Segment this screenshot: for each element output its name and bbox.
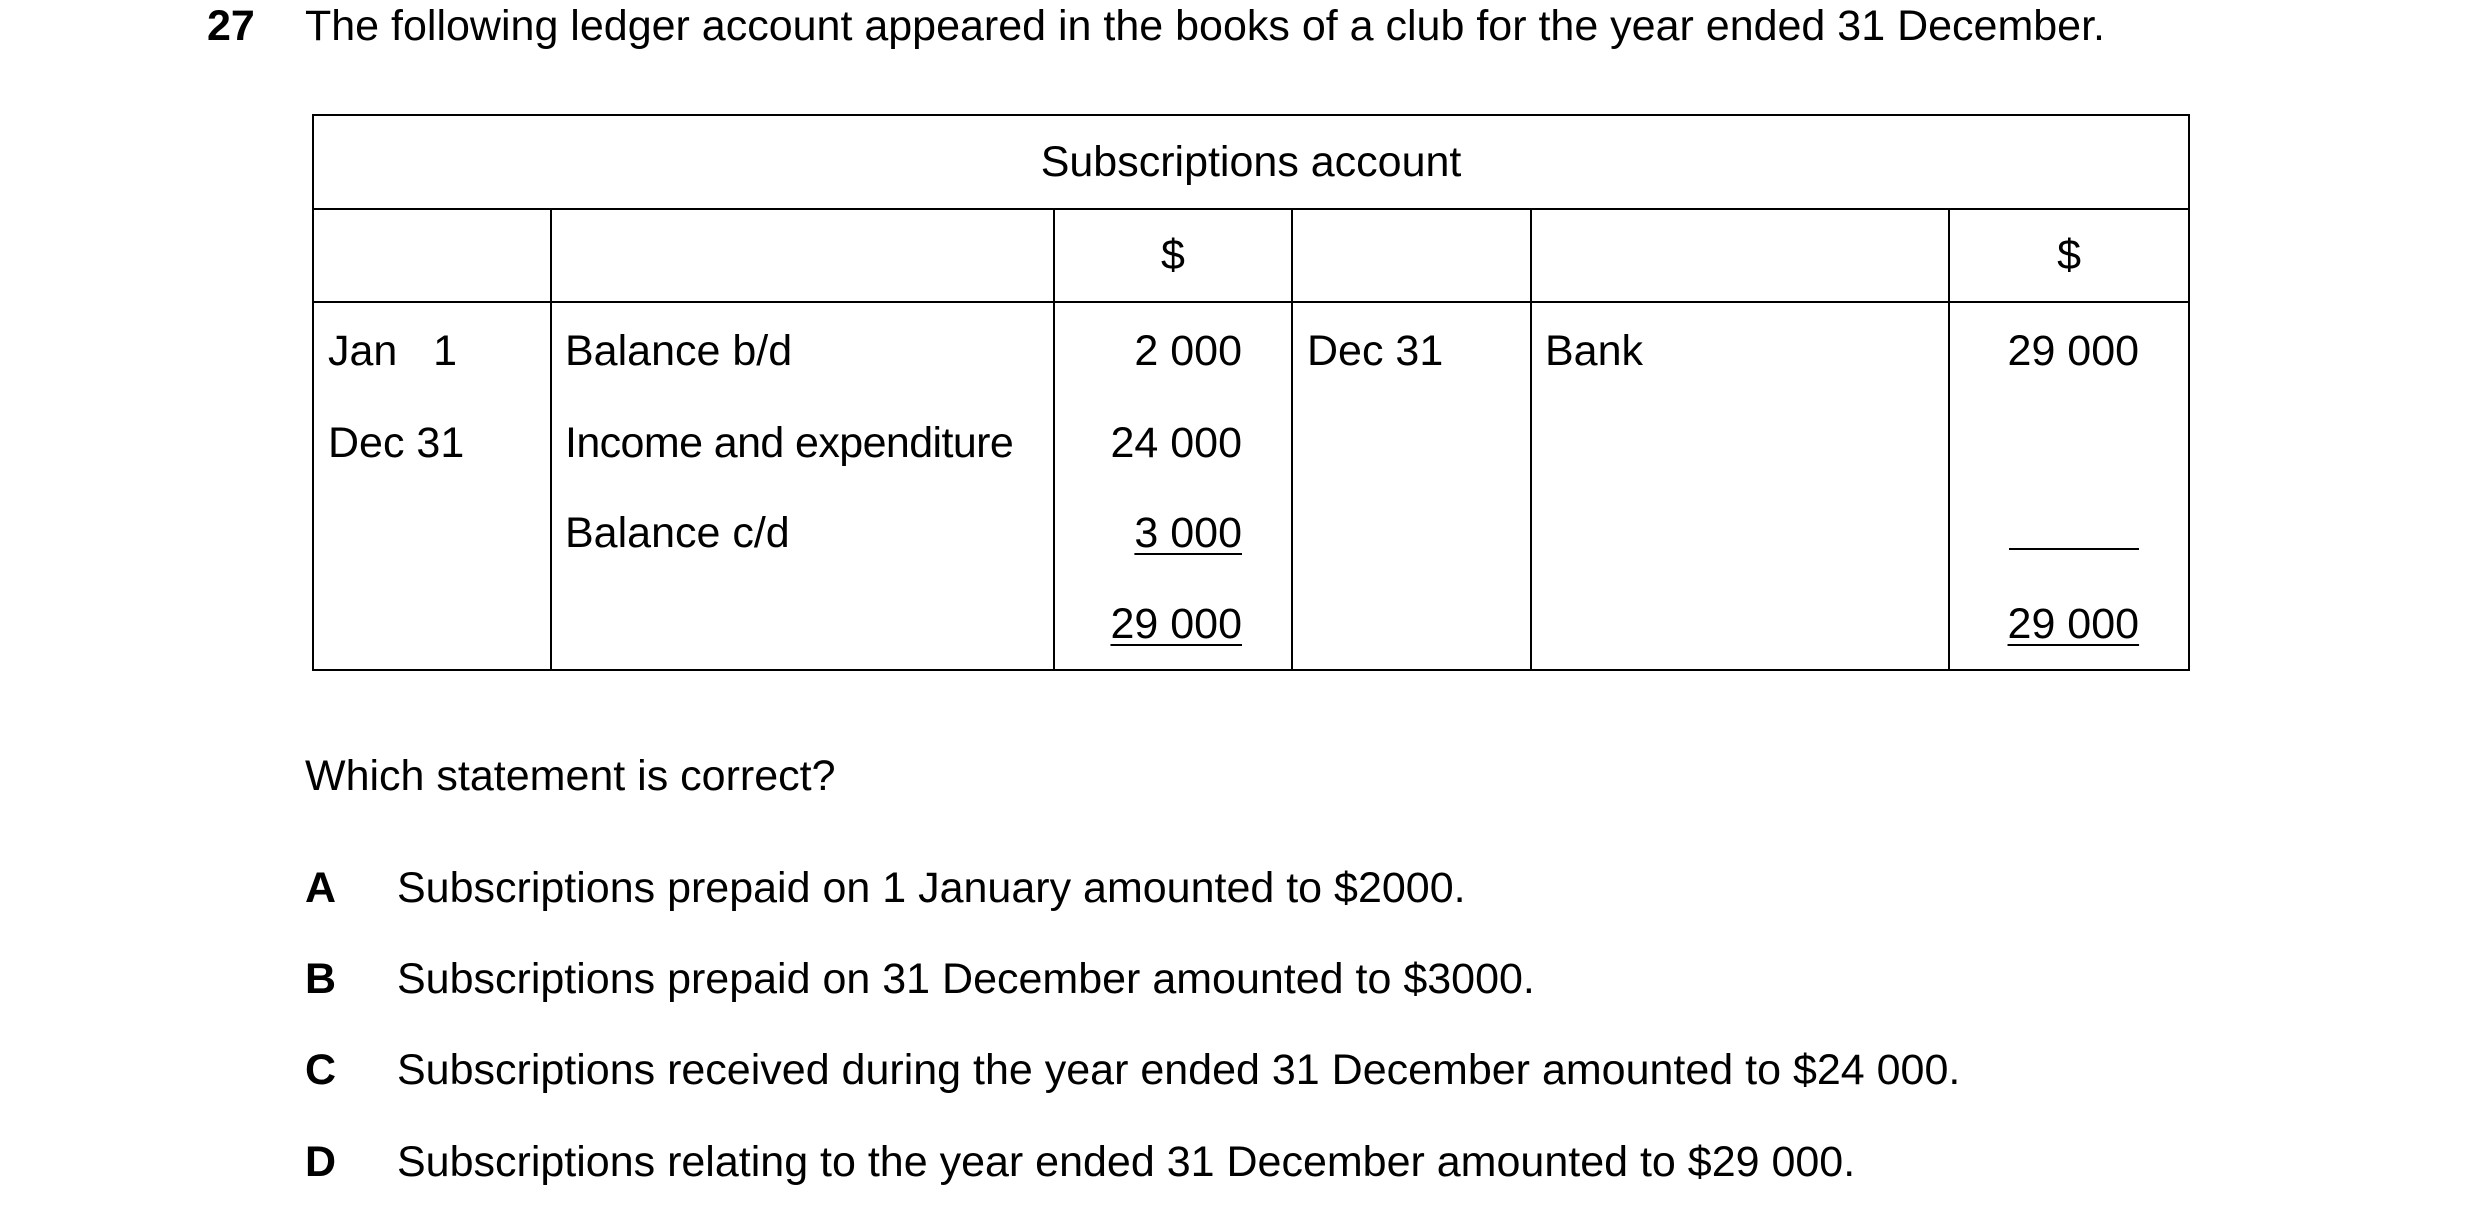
option-letter: C bbox=[305, 1046, 337, 1094]
credit-total-rule bbox=[1949, 487, 2189, 579]
ledger-row bbox=[313, 399, 2189, 487]
debit-total-value: 29 000 bbox=[1110, 599, 1242, 648]
empty-cell bbox=[1531, 579, 1949, 670]
option-c[interactable] bbox=[305, 1044, 1960, 1096]
empty-cell bbox=[1292, 399, 1531, 487]
ledger-header-row bbox=[313, 209, 2189, 302]
credit-currency-label: $ bbox=[1949, 209, 2189, 302]
debit-description: Balance b/d bbox=[551, 302, 1054, 399]
debit-amount: 24 000 bbox=[1054, 399, 1292, 487]
option-a[interactable] bbox=[305, 862, 1466, 914]
empty-cell bbox=[551, 579, 1054, 670]
option-d[interactable] bbox=[305, 1136, 1855, 1188]
credit-description: Bank bbox=[1531, 302, 1949, 399]
ledger-totals-row bbox=[313, 579, 2189, 670]
debit-currency-label: $ bbox=[1054, 209, 1292, 302]
option-letter: B bbox=[305, 955, 337, 1003]
debit-total bbox=[1054, 579, 1292, 670]
header-blank bbox=[1292, 209, 1531, 302]
ledger-row bbox=[313, 487, 2189, 579]
debit-date: Dec 31 bbox=[313, 399, 551, 487]
empty-cell bbox=[313, 579, 551, 670]
empty-cell bbox=[1949, 399, 2189, 487]
credit-date: Dec 31 bbox=[1292, 302, 1531, 399]
debit-date: Jan 1 bbox=[313, 302, 551, 399]
debit-amount bbox=[1054, 487, 1292, 579]
debit-amount: 2 000 bbox=[1054, 302, 1292, 399]
option-text: Subscriptions relating to the year ended 31 December amounted to $29 000. bbox=[397, 1138, 1856, 1186]
header-blank bbox=[313, 209, 551, 302]
subscriptions-ledger-table bbox=[312, 114, 2190, 671]
credit-total bbox=[1949, 579, 2189, 670]
header-blank bbox=[551, 209, 1054, 302]
empty-cell bbox=[1292, 487, 1531, 579]
empty-cell bbox=[1531, 399, 1949, 487]
debit-date bbox=[313, 487, 551, 579]
rule-line bbox=[2009, 548, 2139, 550]
empty-cell bbox=[1531, 487, 1949, 579]
option-text: Subscriptions received during the year ended 31 December amounted to $24 000. bbox=[397, 1046, 1961, 1094]
debit-description: Income and expenditure bbox=[551, 399, 1054, 487]
question-text: The following ledger account appeared in the books of a club for the year ended 31 December. bbox=[305, 2, 2105, 50]
question-number: 27 bbox=[207, 2, 255, 50]
empty-cell bbox=[1292, 579, 1531, 670]
ledger-row bbox=[313, 302, 2189, 399]
option-b[interactable] bbox=[305, 953, 1535, 1005]
option-text: Subscriptions prepaid on 31 December amounted to $3000. bbox=[397, 955, 1535, 1003]
ledger-title: Subscriptions account bbox=[313, 115, 2189, 209]
option-text: Subscriptions prepaid on 1 January amounted to $2000. bbox=[397, 864, 1466, 912]
question-prompt: Which statement is correct? bbox=[305, 752, 836, 800]
credit-total-value: 29 000 bbox=[2007, 599, 2140, 648]
header-blank bbox=[1531, 209, 1949, 302]
option-letter: D bbox=[305, 1138, 337, 1186]
debit-description: Balance c/d bbox=[551, 487, 1054, 579]
credit-amount: 29 000 bbox=[1949, 302, 2189, 399]
option-letter: A bbox=[305, 864, 337, 912]
underlined-amount: 3 000 bbox=[1134, 508, 1242, 557]
